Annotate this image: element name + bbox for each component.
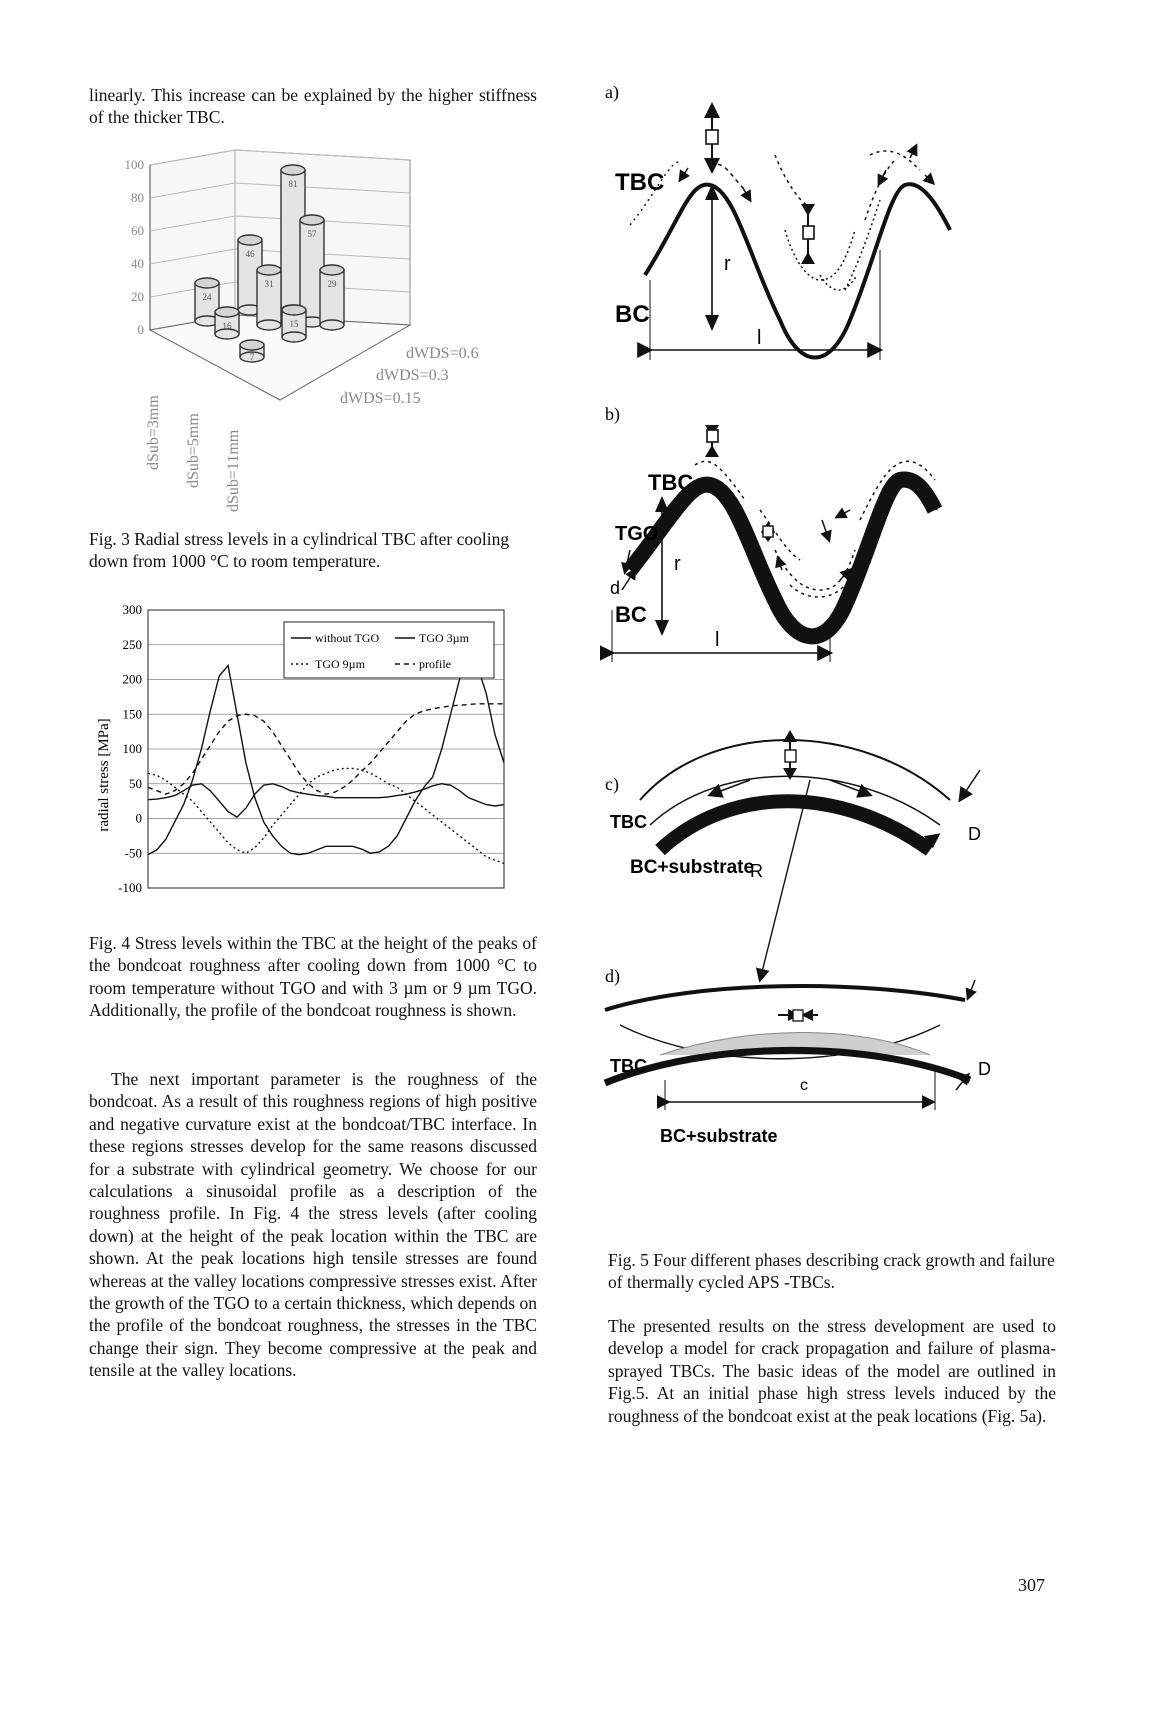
fig5-diagram: [600, 80, 1070, 1230]
c-label: c: [800, 1077, 808, 1094]
y-tick-label: -50: [124, 845, 142, 861]
fig5-caption: Fig. 5 Four different phases describing crack growth and failure of thermally cycled APS -TBCs.: [608, 1250, 1055, 1293]
bar-value: 24: [202, 292, 212, 302]
dsub-label: dSub=5mm: [185, 413, 202, 488]
z-tick: 0: [137, 322, 144, 337]
legend-entry: TGO 9µm: [315, 657, 365, 671]
z-tick: 40: [131, 256, 144, 271]
right-paragraph: The presented results on the stress development are used to develop a model for crack propagation and failure of plasma-sprayed TBCs. The basic ideas of the model are outlined in Fig.5. At an initial phase high stress levels induced by the roughness of the bondcoat exist at the peak locations (Fig. 5a).: [608, 1316, 1056, 1426]
tgo-label: TGO: [615, 523, 659, 545]
bar-cylinder: [320, 265, 344, 330]
D-label: D: [978, 1059, 991, 1079]
panel-d: [605, 980, 991, 1146]
bc-substrate-label: BC+substrate: [630, 857, 755, 878]
y-tick-label: 150: [122, 706, 142, 722]
l-label: l: [757, 327, 762, 349]
intro-text: linearly. This increase can be explained by the higher stiffness of the thicker TBC.: [89, 85, 537, 128]
bar-cylinder: [257, 265, 281, 330]
fig4-caption: Fig. 4 Stress levels within the TBC at the height of the peaks of the bondcoat roughness after cooling down from 1000 °C to room temperature without TGO and with 3 µm or 9 µm TGO. Additionally, the profile of the bondcoat roughness is shown.: [89, 933, 537, 1021]
bar-value: 16: [222, 321, 232, 331]
y-tick-label: -100: [118, 880, 142, 895]
panel-label-c: c): [605, 774, 619, 794]
legend-entry: TGO 3µm: [419, 631, 469, 645]
bc-substrate-label: BC+substrate: [660, 1126, 778, 1146]
z-tick: 60: [131, 223, 144, 238]
dwds-label: dWDS=0.6: [406, 345, 479, 362]
r-label: r: [674, 553, 681, 575]
y-tick-label: 0: [135, 810, 142, 826]
legend-entry: profile: [419, 657, 451, 671]
bar-value: 29: [327, 279, 337, 289]
panel-a: [615, 102, 950, 360]
bar-value: 31: [264, 279, 274, 289]
dsub-label: dSub=11mm: [225, 429, 242, 512]
y-tick-label: 300: [122, 602, 142, 617]
chart-legend: [284, 622, 494, 678]
legend-entry: without TGO: [315, 631, 380, 645]
body-paragraph: The next important parameter is the roughness of the bondcoat. As a result of this roughness regions of high positive and negative curvature exist at the bondcoat/TBC interface. In these regions stresses develop for the same reasons discussed for a substrate with cylindrical geometry. We choose for our calculations a sinusoidal profile as a description of the roughness profile. In Fig. 4 the stress levels (after cooling down) at the height of the peak location within the TBC are shown. At the peak locations high tensile stresses are found whereas at the valley locations compressive stresses exist. After the growth of the TGO to a certain thickness, which depends on the profile of the bondcoat roughness, the stresses in the TBC change their sign. They become compressive at the peak and tensile at the valley locations.: [89, 1069, 537, 1381]
panel-label-d: d): [605, 966, 620, 986]
bar-value: 46: [245, 249, 255, 259]
l-label: l: [715, 629, 720, 651]
y-tick-label: 50: [129, 775, 142, 791]
panel-label-b: b): [605, 404, 620, 424]
bc-label: BC: [615, 602, 647, 627]
tbc-label: TBC: [610, 812, 647, 832]
tbc-label: TBC: [615, 169, 665, 196]
d-label: d: [610, 578, 621, 598]
bar-value: 81: [288, 179, 298, 189]
z-tick: 80: [131, 190, 144, 205]
bar-value: 57: [307, 229, 317, 239]
fig3-bar-chart: [110, 140, 530, 520]
bar-value: 15: [289, 319, 299, 329]
r-label: r: [724, 253, 731, 275]
series-line: [148, 784, 504, 817]
z-tick: 100: [124, 157, 144, 172]
panel-label-a: a): [605, 82, 619, 102]
tbc-label: TBC: [610, 1056, 647, 1076]
y-tick-label: 100: [122, 741, 142, 756]
series-line: [148, 662, 504, 855]
D-label: D: [968, 824, 981, 844]
dwds-label: dWDS=0.3: [376, 367, 449, 384]
fig3-caption: Fig. 3 Radial stress levels in a cylindrical TBC after cooling down from 1000 °C to room temperature.: [89, 529, 510, 572]
y-tick-label: 200: [122, 671, 142, 687]
page-number: 307: [1018, 1575, 1045, 1595]
dsub-label: dSub=3mm: [145, 395, 162, 470]
panel-c: [610, 730, 981, 980]
y-tick-label: 250: [122, 636, 142, 652]
y-axis-label: radial stress [MPa]: [96, 718, 112, 832]
bc-label: BC: [615, 301, 650, 328]
panel-b: [610, 425, 936, 662]
R-label: R: [750, 861, 763, 881]
fig4-line-chart: [88, 600, 518, 900]
series-line: [148, 768, 504, 863]
bar-value: 7: [249, 352, 255, 362]
z-tick: 20: [131, 289, 144, 304]
dwds-label: dWDS=0.15: [340, 390, 421, 407]
tbc-label: TBC: [648, 470, 694, 495]
